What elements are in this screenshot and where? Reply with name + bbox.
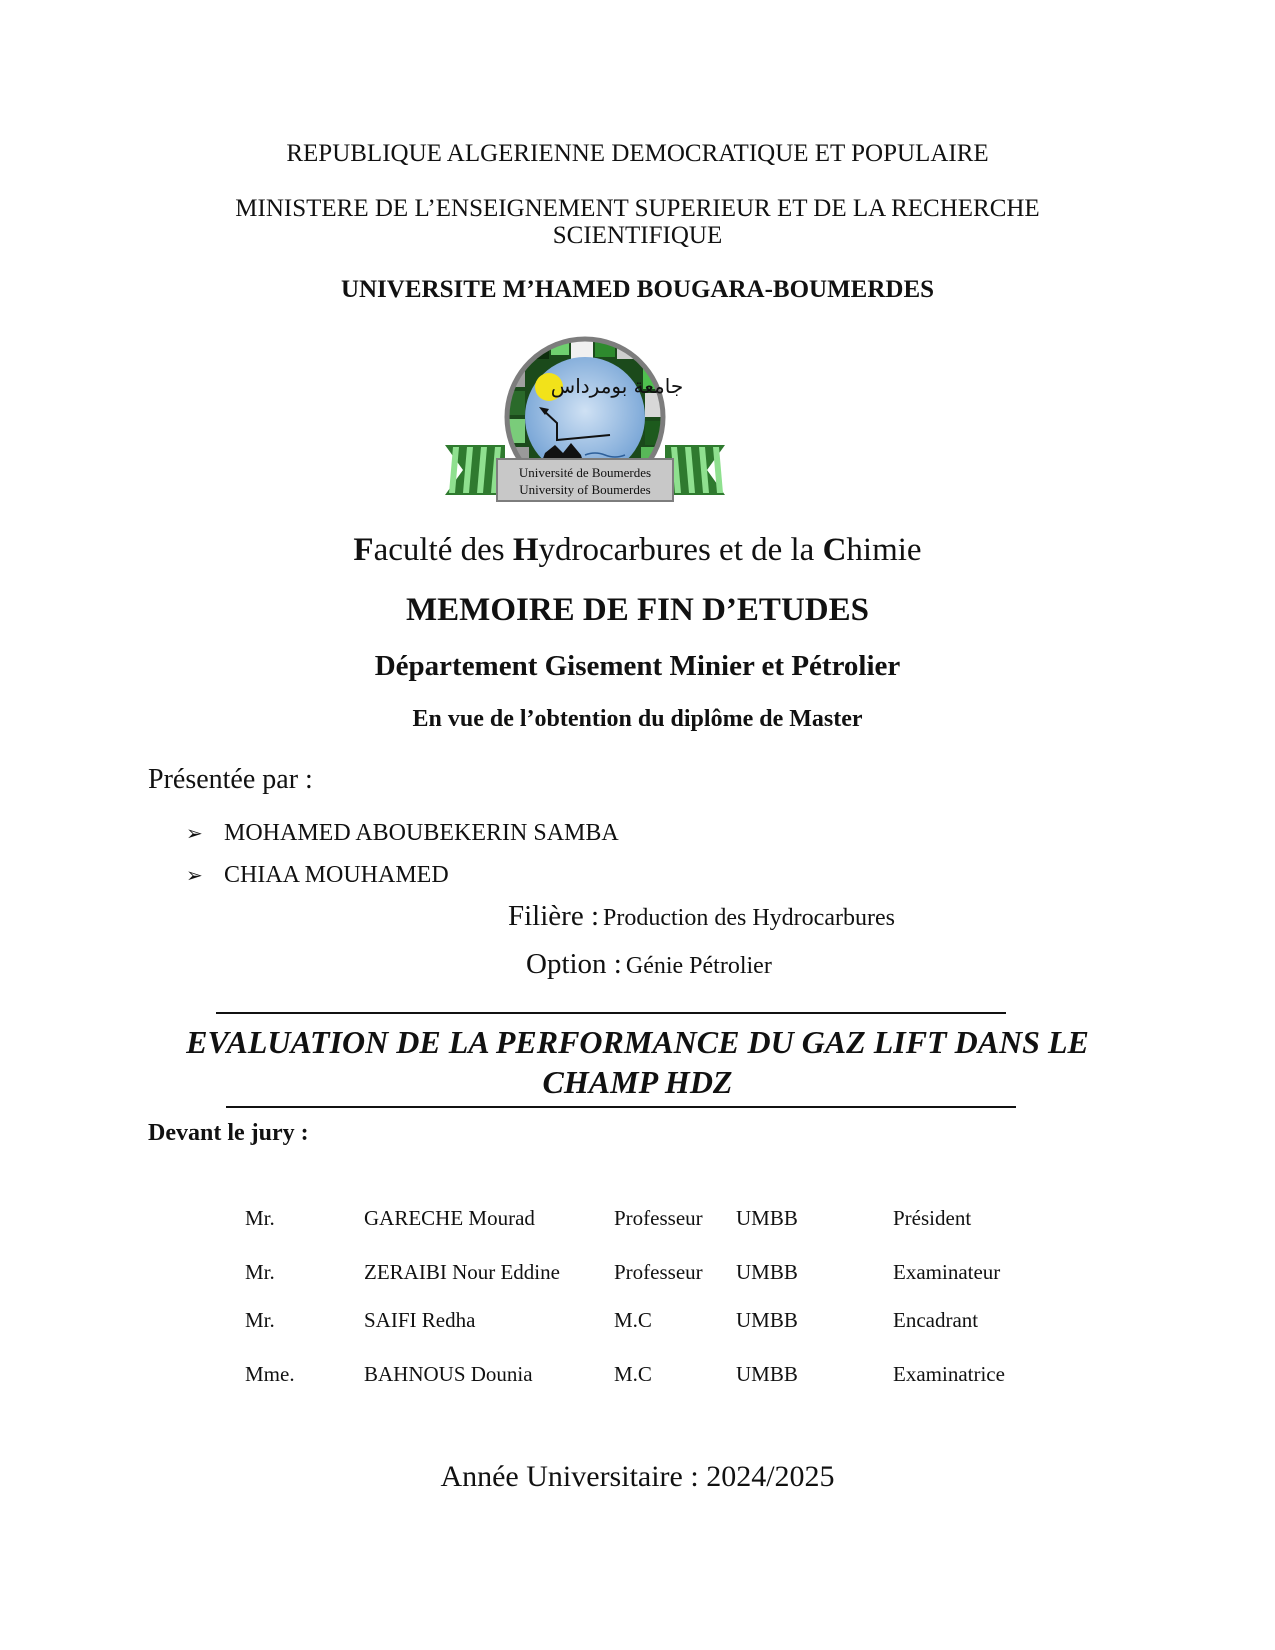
logo-banner-line1: Université de Boumerdes	[518, 465, 652, 480]
filiere-label: Filière :	[508, 900, 600, 932]
jury-grade: Professeur	[614, 1260, 703, 1284]
thesis-title-line2: CHAMP HDZ	[542, 1064, 733, 1100]
faculty-initial-h: H	[512, 532, 539, 568]
arrow-bullet-icon: ➢	[186, 865, 203, 887]
ministry-heading-line2: SCIENTIFIQUE	[552, 222, 723, 249]
jury-role: Président	[893, 1206, 972, 1230]
title-top-rule	[216, 1012, 1006, 1014]
logo-arabic-text: جامعة بومرداس	[550, 374, 684, 398]
jury-title: Mr.	[245, 1260, 275, 1284]
jury-title: Mr.	[245, 1206, 275, 1230]
filiere-value: Production des Hydrocarbures	[603, 905, 895, 931]
thesis-title	[140, 1022, 1135, 1102]
jury-row	[0, 1260, 1275, 1290]
jury-grade: M.C	[614, 1308, 652, 1332]
jury-name: GARECHE Mourad	[364, 1206, 535, 1230]
logo-banner-line2: University of Boumerdes	[519, 482, 651, 497]
author-name: MOHAMED ABOUBEKERIN SAMBA	[224, 820, 619, 846]
jury-name: SAIFI Redha	[364, 1308, 476, 1332]
faculty-initial-f: F	[353, 532, 374, 568]
option-line	[526, 948, 772, 981]
author-name: CHIAA MOUHAMED	[224, 862, 449, 888]
university-name: UNIVERSITE M’HAMED BOUGARA-BOUMERDES	[340, 276, 935, 303]
jury-grade: Professeur	[614, 1206, 703, 1230]
option-value: Génie Pétrolier	[625, 953, 772, 979]
university-logo	[445, 335, 725, 525]
obtention-line: En vue de l’obtention du diplôme de Master	[412, 706, 863, 732]
faculty-text-3: himie	[846, 532, 922, 568]
jury-row	[0, 1206, 1275, 1236]
memoire-heading: MEMOIRE DE FIN D’ETUDES	[406, 592, 869, 628]
filiere-line	[508, 900, 895, 933]
author-item	[186, 820, 619, 847]
department-heading: Département Gisement Minier et Pétrolier	[374, 650, 901, 682]
ministry-heading-line1: MINISTERE DE L’ENSEIGNEMENT SUPERIEUR ET DE LA RECHERCHE	[235, 195, 1040, 222]
jury-grade: M.C	[614, 1362, 652, 1386]
faculty-initial-c: C	[822, 532, 847, 568]
jury-role: Examinatrice	[893, 1362, 1005, 1386]
faculty-name	[0, 532, 1275, 569]
jury-role: Encadrant	[893, 1308, 979, 1332]
jury-role: Examinateur	[893, 1260, 1001, 1284]
jury-institution: UMBB	[736, 1362, 798, 1386]
jury-name: ZERAIBI Nour Eddine	[364, 1260, 560, 1284]
jury-title: Mme.	[245, 1362, 295, 1386]
author-item	[186, 862, 449, 889]
option-label: Option :	[526, 948, 622, 980]
jury-row	[0, 1362, 1275, 1392]
faculty-text-1: aculté des	[373, 532, 513, 568]
jury-name: BAHNOUS Dounia	[364, 1362, 533, 1386]
jury-title: Mr.	[245, 1308, 275, 1332]
faculty-text-2: ydrocarbures et de la	[538, 532, 823, 568]
thesis-title-line1: EVALUATION DE LA PERFORMANCE DU GAZ LIFT DANS LE	[186, 1024, 1089, 1060]
title-bottom-rule	[226, 1106, 1016, 1108]
academic-year: Année Universitaire : 2024/2025	[440, 1460, 835, 1493]
jury-label: Devant le jury :	[148, 1120, 309, 1146]
arrow-bullet-icon: ➢	[186, 823, 203, 845]
presented-by-label: Présentée par :	[148, 764, 313, 795]
jury-institution: UMBB	[736, 1206, 798, 1230]
jury-institution: UMBB	[736, 1260, 798, 1284]
republic-heading: REPUBLIQUE ALGERIENNE DEMOCRATIQUE ET POPULAIRE	[286, 140, 989, 167]
jury-row	[0, 1308, 1275, 1338]
jury-institution: UMBB	[736, 1308, 798, 1332]
